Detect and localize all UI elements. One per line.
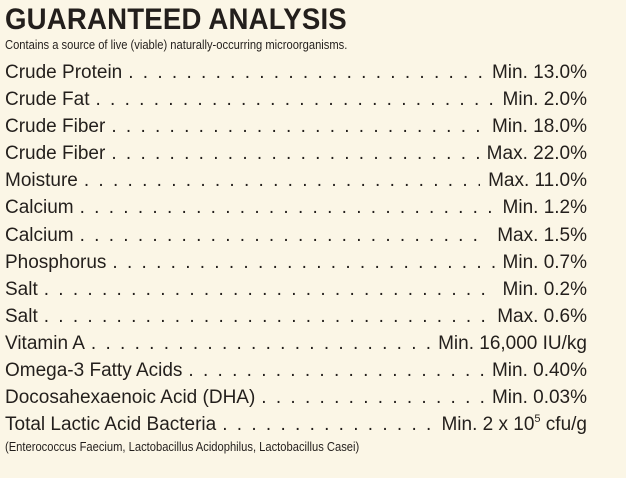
analysis-row [5,357,587,384]
analysis-row [5,276,587,303]
value-exponent: 5 [534,413,541,426]
footnote: (Enterococcus Faecium, Lactobacillus Acidophilus, Lactobacillus Casei) [5,439,360,455]
row-value: Max. 1.5% [497,224,587,246]
row-label: Calcium [5,224,74,246]
page-title: GUARANTEED ANALYSIS [5,3,347,36]
analysis-row [5,59,587,86]
row-value: Min. 18.0% [491,116,587,138]
analysis-row [5,249,587,276]
row-label: Docosahexaenoic Acid (DHA) [5,387,256,409]
row-value: Min. 0.40% [491,360,587,382]
row-label: Calcium [5,197,74,219]
dot-leader [91,330,430,357]
dot-leader [44,303,489,330]
row-value: Min. 13.0% [491,62,587,83]
row-value: Min. 0.7% [502,251,587,273]
row-value: Min. 2.0% [502,89,587,111]
analysis-row [5,167,587,194]
row-label: Crude Fiber [5,143,106,165]
row-label: Phosphorus [5,251,107,273]
dot-leader [84,167,480,194]
dot-leader [95,86,494,113]
analysis-row [5,411,587,438]
dot-leader [128,59,484,86]
dot-leader [112,249,494,276]
analysis-row [5,303,587,330]
row-value: Min. 0.2% [502,278,587,300]
dot-leader [80,194,495,221]
analysis-row [5,384,587,411]
analysis-row [5,194,587,221]
row-label: Crude Fiber [5,116,106,138]
dot-leader [111,140,478,167]
row-label: Salt [5,305,38,327]
row-value: Min. 0.03% [491,387,587,409]
guaranteed-analysis-panel [5,0,587,455]
row-label: Salt [5,278,38,300]
value-prefix: Min. 2 x 10 [441,414,535,436]
row-value: Min. 16,000 IU/kg [438,332,587,354]
subtitle: Contains a source of live (viable) naturally-occurring microorganisms. [5,37,348,52]
dot-leader [188,357,484,384]
row-value: Max. 22.0% [486,143,587,165]
analysis-row [5,86,587,113]
analysis-row [5,222,587,249]
dot-leader [222,411,433,438]
row-label: Total Lactic Acid Bacteria [5,414,217,436]
dot-leader [44,276,495,303]
row-label: Moisture [5,170,78,192]
dot-leader [111,113,484,140]
row-value: Max. 0.6% [497,305,587,327]
row-label: Omega-3 Fatty Acids [5,360,183,382]
analysis-row [5,330,587,357]
analysis-row [5,113,587,140]
row-value: Max. 11.0% [488,170,587,192]
row-value [441,411,587,438]
value-suffix: cfu/g [540,414,587,436]
analysis-row [5,140,587,167]
row-value: Min. 1.2% [502,197,587,219]
dot-leader [261,384,484,411]
row-label: Crude Protein [5,62,123,83]
row-label: Vitamin A [5,332,85,354]
analysis-list [5,59,587,438]
row-label: Crude Fat [5,89,90,111]
dot-leader [80,222,490,249]
